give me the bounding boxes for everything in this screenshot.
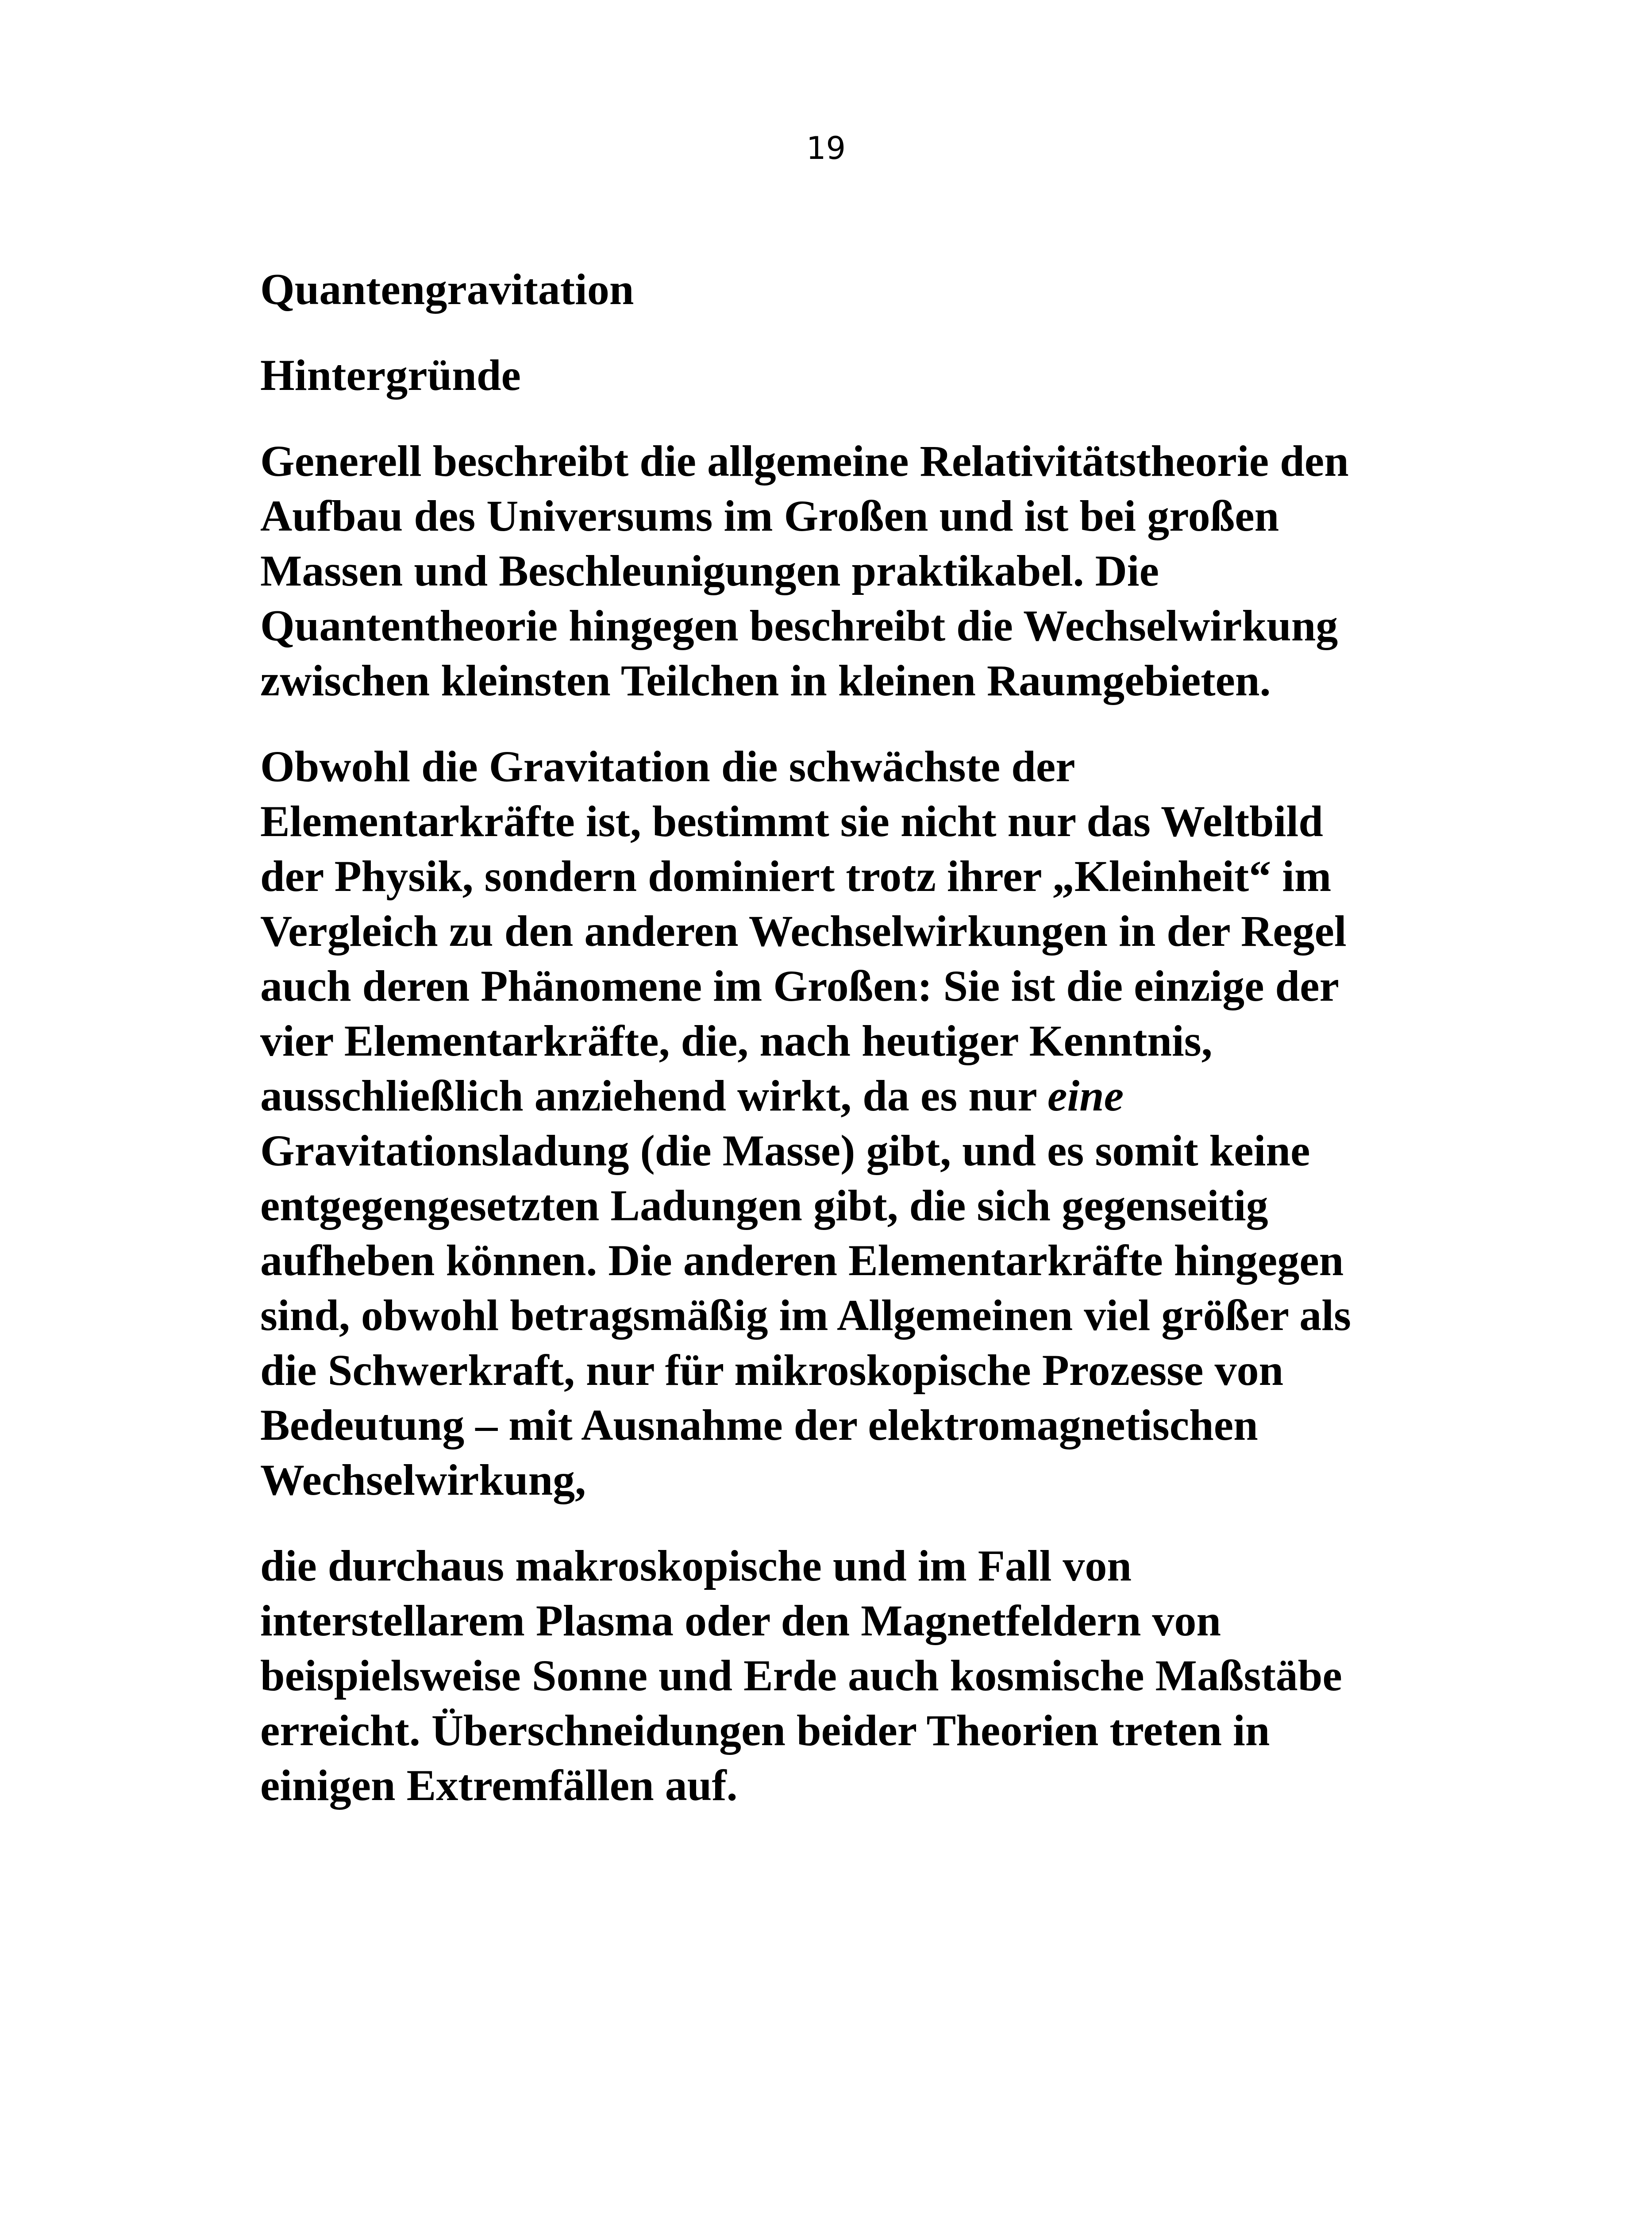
text-line: die durchaus makroskopische und im Fall von (260, 1541, 1132, 1590)
page-title: Quantengravitation (260, 265, 634, 314)
paragraph-1 (260, 434, 1411, 708)
text-line: die Schwerkraft, nur für mikroskopische Prozesse von (260, 1346, 1284, 1395)
text-line: Aufbau des Universums im Großen und ist bei großen (260, 491, 1279, 540)
text-line: entgegengesetzten Ladungen gibt, die sich gegenseitig (260, 1181, 1268, 1230)
paragraph-2 (260, 739, 1411, 1507)
text-line: auch deren Phänomene im Großen: Sie ist die einzige der (260, 961, 1339, 1010)
paragraph-3 (260, 1538, 1411, 1813)
text-line: aufheben können. Die anderen Elementarkräfte hingegen (260, 1236, 1344, 1285)
section-heading: Hintergründe (260, 351, 521, 400)
text-line: Gravitationsladung (die Masse) gibt, und es somit keine (260, 1126, 1310, 1175)
text-line: Bedeutung – mit Ausnahme der elektromagnetischen (260, 1400, 1258, 1450)
text-line: einigen Extremfällen auf. (260, 1761, 738, 1810)
text-line-with-emphasis (260, 1068, 1411, 1123)
text-line: Massen und Beschleunigungen praktikabel. Die (260, 546, 1159, 595)
text-line: beispielsweise Sonne und Erde auch kosmische Maßstäbe (260, 1651, 1342, 1700)
text-line: vier Elementarkräfte, die, nach heutiger Kenntnis, (260, 1016, 1213, 1065)
text-line: sind, obwohl betragsmäßig im Allgemeinen viel größer als (260, 1291, 1351, 1340)
text-line: Obwohl die Gravitation die schwächste der (260, 742, 1075, 791)
text-segment: ausschließlich anziehend wirkt, da es nur (260, 1071, 1048, 1120)
text-line: Vergleich zu den anderen Wechselwirkungen in der Regel (260, 906, 1347, 956)
text-line: erreicht. Überschneidungen beider Theorien treten in (260, 1706, 1270, 1755)
text-line: Quantentheorie hingegen beschreibt die Wechselwirkung (260, 601, 1338, 650)
text-line: zwischen kleinsten Teilchen in kleinen Raumgebieten. (260, 656, 1271, 705)
text-line: Wechselwirkung, (260, 1455, 586, 1504)
page-number: 19 (806, 130, 846, 166)
text-line: Elementarkräfte ist, bestimmt sie nicht nur das Weltbild (260, 797, 1323, 846)
text-line: Generell beschreibt die allgemeine Relativitätstheorie den (260, 436, 1349, 486)
text-line: interstellarem Plasma oder den Magnetfeldern von (260, 1596, 1221, 1645)
emphasized-word: eine (1047, 1071, 1124, 1120)
text-line: der Physik, sondern dominiert trotz ihrer „Kleinheit“ im (260, 852, 1332, 901)
document-body (260, 262, 1411, 1844)
